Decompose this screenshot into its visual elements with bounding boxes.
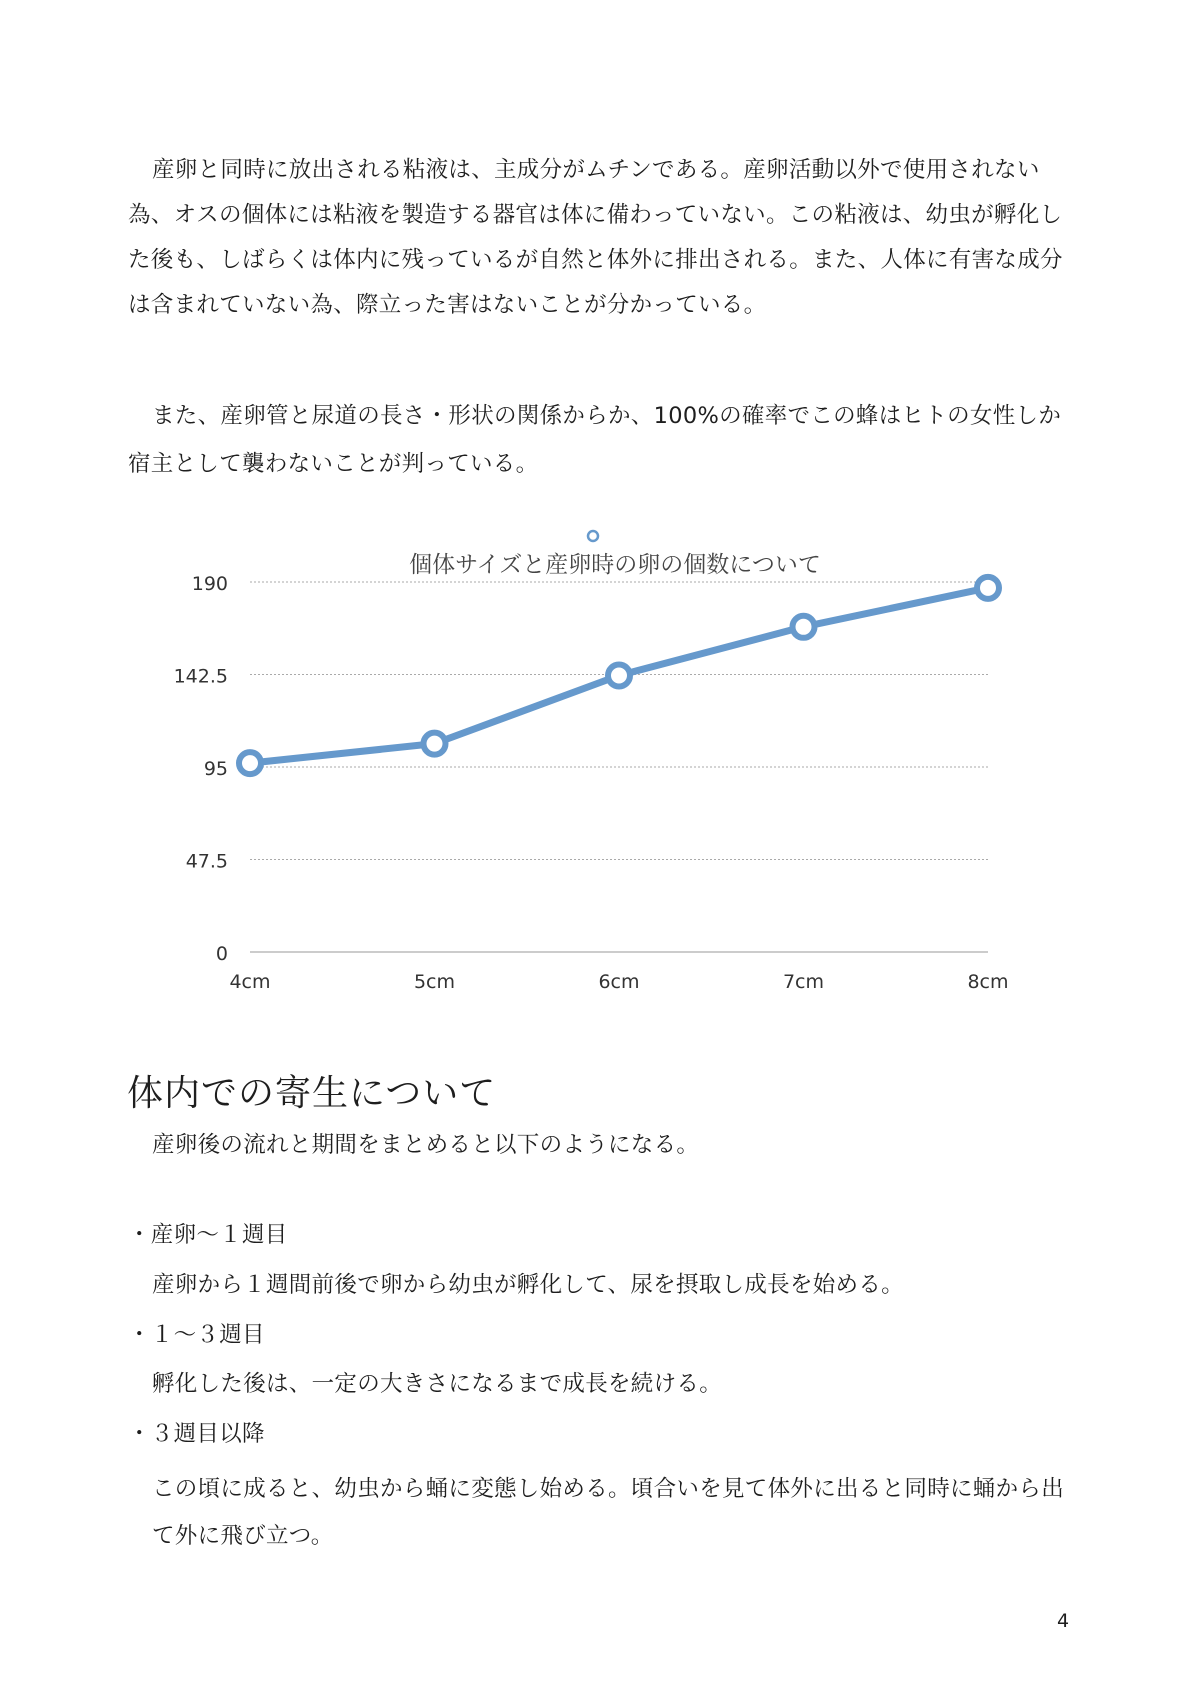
stage-3-label: ・３週目以降	[128, 1421, 265, 1447]
paragraph-mucus: 産卵と同時に放出される粘液は、主成分がムチンである。産卵活動以外で使用されない為、オスの個体には粘液を製造する器官は体に備わっていない。この粘液は、幼虫が孵化した後も、しばらくは体内に残っているが自然と体外に排出される。また、人体に有害な成分は含まれていない為、際立った害はないことが分かっている。	[128, 157, 1063, 318]
x-tick-label: 6cm	[598, 971, 640, 993]
section-heading: 体内での寄生について	[127, 1073, 497, 1114]
stage-3-text: この頃に成ると、幼虫から蛹に変態し始める。頃合いを見て体外に出ると同時に蛹から出て外に飛び立つ。	[152, 1476, 1065, 1549]
x-tick-label: 4cm	[229, 971, 271, 993]
y-tick-label: 0	[215, 943, 228, 965]
data-point	[239, 752, 261, 774]
data-point	[424, 733, 446, 755]
paragraph-host: また、産卵管と尿道の長さ・形状の関係からか、100%の確率でこの蜂はヒトの女性しか宿主として襲わないことが判っている。	[128, 403, 1062, 477]
data-point	[977, 577, 999, 599]
data-point	[608, 664, 630, 686]
y-tick-label: 142.5	[173, 665, 228, 688]
stage-1-label: ・産卵〜１週目	[128, 1222, 288, 1248]
stage-2-text: 孵化した後は、一定の大きさになるまで成長を続ける。	[152, 1371, 723, 1397]
page-number: 4	[1057, 1610, 1070, 1632]
y-tick-label: 190	[191, 573, 228, 595]
line-chart	[150, 516, 1050, 1016]
data-point	[793, 616, 815, 638]
chart-anchor-marker	[588, 531, 598, 541]
section-intro: 産卵後の流れと期間をまとめると以下のようになる。	[152, 1132, 700, 1158]
x-tick-label: 7cm	[782, 971, 825, 993]
y-tick-label: 95	[203, 758, 228, 780]
chart-title: 個体サイズと産卵時の卵の個数について	[409, 552, 821, 578]
x-tick-label: 8cm	[967, 971, 1009, 993]
stage-2-label: ・１〜３週目	[128, 1322, 265, 1348]
y-tick-label: 47.5	[185, 850, 228, 873]
x-tick-label: 5cm	[413, 971, 456, 993]
stage-1-text: 産卵から１週間前後で卵から幼虫が孵化して、尿を摂取し成長を始める。	[152, 1272, 904, 1298]
